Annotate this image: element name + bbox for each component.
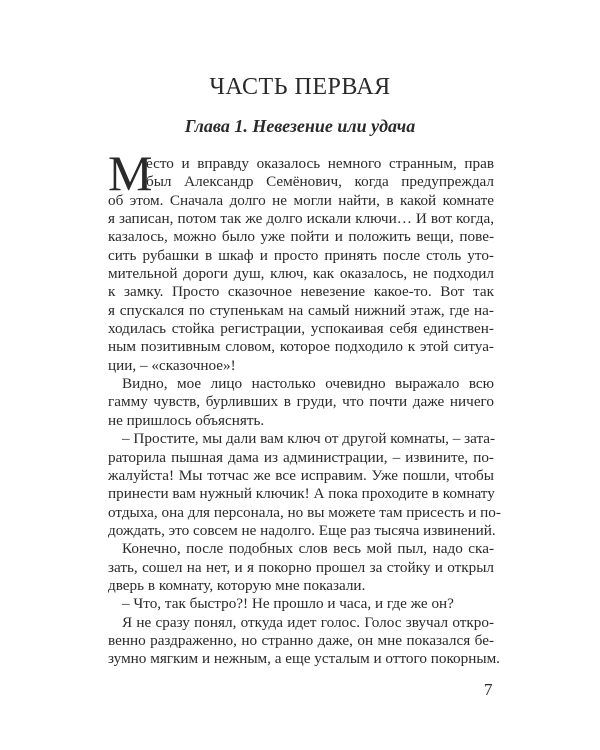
text-line: принести вам нужный ключик! А пока проходите в комнату [108, 485, 495, 503]
text-line: к замку. Просто сказочное невезение какое-то. Вот так [108, 283, 494, 301]
text-line: зумно мягким и нежным, а еще усталым и оттого покорным. [108, 650, 500, 668]
text-line: есто и вправду оказалось немного странным, прав [146, 155, 494, 172]
page-number: 7 [484, 680, 493, 699]
chapter-title: Глава 1. Невезение или удача [184, 116, 416, 136]
text-line: – Что, так быстро?! Не прошло и часа, и где же он? [122, 595, 454, 613]
text-line: жалуйста! Мы тотчас же все исправим. Уже пошли, чтобы [108, 466, 494, 484]
text-line: раторила пышная дама из администрации, – извините, по- [108, 448, 494, 466]
text-line: казалось, можно было уже пойти и положить вещи, пове- [108, 228, 494, 246]
text-line: Конечно, после подобных слов весь мой пыл, надо ска- [122, 540, 494, 558]
text-line: гамму чувств, бурливших в груди, что почти даже ничего [108, 393, 494, 411]
text-line: об этом. Сначала долго не могли найти, в какой комнате [108, 191, 494, 209]
text-line: дождать, это совсем не надолго. Еще раз тысяча извинений. [108, 521, 496, 539]
text-line: был Александр Семёнович, когда предупреждал [146, 173, 494, 191]
text-line: ходилась стойка регистрации, успокаивая себя единствен- [108, 320, 494, 338]
text-line: дверь в комнату, которую мне показали. [108, 576, 366, 594]
text-line: не пришлось объяснять. [108, 411, 265, 429]
drop-cap: М [108, 145, 153, 201]
text-line: ции, – «сказочное»! [108, 356, 236, 374]
text-line: Видно, мое лицо настолько очевидно выражало всю [122, 375, 494, 393]
text-line: сить рубашки в шкаф и просто принять после столь уто- [108, 246, 494, 264]
text-line: я записан, потом так же долго искали ключи… И вот когда, [108, 210, 494, 228]
text-line: Я не сразу понял, откуда идет голос. Голос звучал откро- [122, 613, 494, 631]
text-line: мительной дороги душ, ключ, как оказалось, не подходил [108, 265, 494, 283]
text-line: ным позитивным словом, которое подходило к этой ситуа- [108, 338, 494, 356]
part-title: ЧАСТЬ ПЕРВАЯ [209, 74, 391, 100]
text-line: – Простите, мы дали вам ключ от другой комнаты, – зата- [122, 430, 496, 448]
text-line: я спускался по ступенькам на самый нижний этаж, где на- [108, 301, 494, 319]
text-line: отдыха, она для персонала, но вы можете там присесть и по- [108, 503, 501, 521]
body-text [108, 145, 501, 669]
text-line: венно раздраженно, но странно даже, он мне показался бе- [108, 631, 494, 649]
text-line: зать, сошел на нет, и я покорно прошел за стойку и открыл [108, 558, 494, 576]
